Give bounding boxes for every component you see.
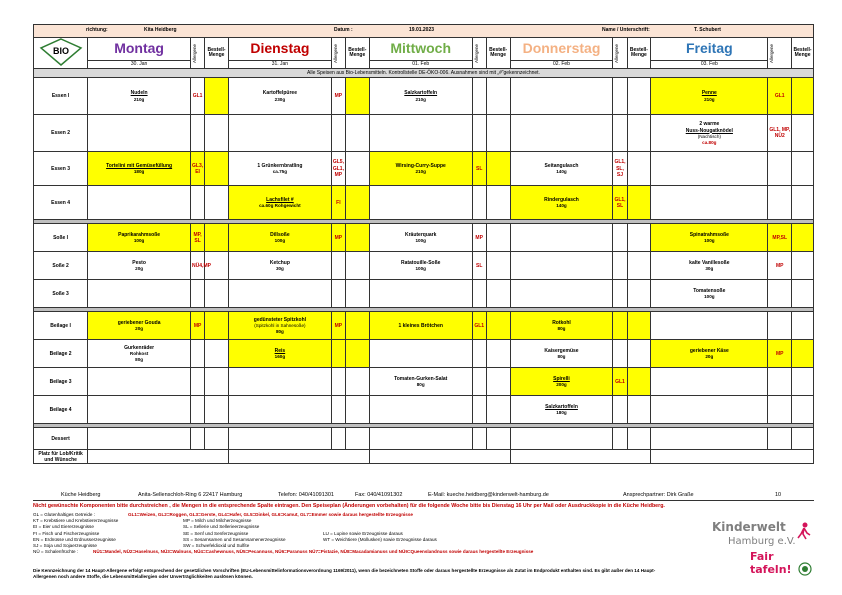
- legend-key: SW = Schwefeldioxid und Sulfite: [183, 542, 250, 548]
- order-qty-cell[interactable]: [792, 186, 814, 220]
- legend-detail: NÜ1=Mandel, NÜ2=Haselnuss, NÜ3=Walnuss, NÜ4=Cashewnuss, NÜ5=Pecannuss, NÜ6=Paranuss NÜ7=Pistazie, NÜ8=Macadamianuss und NÜ9=Queenslandnuss sowie daraus hergestellte Erzeugnisse: [93, 549, 534, 555]
- order-qty-cell[interactable]: [486, 115, 510, 152]
- order-qty-cell[interactable]: [627, 252, 651, 280]
- order-qty-cell[interactable]: [486, 340, 510, 368]
- legend-key: FI = Fisch und Fischerzeugnisse: [33, 530, 100, 536]
- dish-name: Pesto: [132, 259, 146, 266]
- day-date: 03. Feb: [651, 60, 768, 68]
- order-qty-cell[interactable]: [486, 78, 510, 115]
- order-qty-cell[interactable]: [205, 224, 229, 252]
- brand-name: Kinderwelt: [712, 520, 786, 534]
- allergen-code: SL: [475, 165, 483, 172]
- allergen-code: MP: [334, 322, 343, 329]
- legend-key: EN = Erdnüsse und Erdnusserzeugnisse: [33, 536, 116, 542]
- page-number: 10: [775, 492, 782, 498]
- order-instructions: Nicht gewünschte Komponenten bitte durchstreichen , die Mengen in die entsprechende Spalte eintragen. Den Speiseplan (Änderungen vorbehalten) für die folgende Woche bitte bis Dienstag 16 Uhr per Mail oder Ausdruckkopie in die Küche Heidberg.: [33, 503, 665, 509]
- dish-amount: 80g: [275, 328, 284, 334]
- dish-name: Seitangulasch: [544, 162, 579, 169]
- day-date: 01. Feb: [369, 60, 472, 68]
- allergen-code: MP: [775, 262, 784, 269]
- allergen-legend: [33, 512, 673, 555]
- dish-amount: ca.75g: [272, 169, 288, 174]
- day-name-mittwoch: Mittwoch: [390, 40, 452, 57]
- kitchen-address: Anita-Sellenschloh-Ring 6 22417 Hamburg: [138, 492, 243, 498]
- order-qty-cell[interactable]: [486, 224, 510, 252]
- legend-key: SS = Sesamsamen und Sesamsamenerzeugnisse: [183, 536, 286, 542]
- child-figure-icon: [796, 522, 812, 540]
- allergen-code: GL5, GL1, MP: [332, 159, 344, 178]
- row-sosse-2: [34, 252, 814, 280]
- kitchen-name: Küche Heidberg: [61, 492, 101, 498]
- allergen-code: GL3, EI: [192, 162, 204, 175]
- allergen-code: MP: [775, 350, 784, 357]
- day-header-row: [34, 38, 814, 61]
- dish-name: Ketchup: [269, 259, 290, 266]
- day-name-dienstag: Dienstag: [250, 40, 310, 57]
- dish-amount: 100g: [415, 238, 426, 243]
- kitchen-fax: Fax: 040/41091302: [355, 492, 403, 498]
- dish-name: Dillsoße: [270, 231, 290, 238]
- contact-footer: [33, 491, 814, 501]
- legend-detail: GL1=Weizen, GL2=Roggen, GL3=Gerste, GL4=Hafer, GL5=Dinkel, GL6=Kamut, GL7=Emmer sowie daraus hergestellte Erzeugnisse: [128, 512, 413, 517]
- order-qty-cell[interactable]: [627, 396, 651, 424]
- feedback-field[interactable]: [510, 450, 651, 464]
- order-qty-cell[interactable]: [345, 224, 369, 252]
- day-name-montag: Montag: [114, 40, 164, 57]
- order-qty-cell[interactable]: [205, 312, 229, 340]
- allergen-disclaimer: Die Kennzeichnung der 14 Haupt-Allergene erfolgt entsprechend der gesetzlichen Vorschriften (EU-Lebensmittelinformationsverordnung 1169/2011), wenn die bezeichneten Stoffe oder daraus hergestellte Erzeugnisse als Zutat im Endprodukt enthalten sind. Es gibt außer den 14 Haupt-Allergenen noch andere Stoffe, die Lebensmittelallergien oder Unverträglichkeiten auslösen können.: [33, 568, 656, 579]
- bio-logo-text: BIO: [52, 46, 69, 56]
- dish-amount: 80g: [557, 354, 566, 359]
- allergen-code: SL: [475, 262, 483, 269]
- legend-key: EI = Eier und Eiererzeugnisse: [33, 524, 94, 530]
- order-qty-cell[interactable]: [205, 280, 229, 308]
- dish-name: 1 Grünkernbratling: [257, 162, 303, 169]
- order-qty-cell[interactable]: [486, 368, 510, 396]
- legend-key: GL = Glutenhaltiges Getreide :: [33, 512, 96, 517]
- day-date: 31. Jan: [228, 60, 331, 68]
- order-qty-cell[interactable]: [345, 152, 369, 186]
- dish-amount: 30g: [705, 266, 714, 271]
- order-qty-cell[interactable]: [627, 340, 651, 368]
- legend-key: LU = Lupine sowie Erzeugnisse daraus: [323, 530, 403, 536]
- order-qty-cell[interactable]: [792, 312, 814, 340]
- row-label: Soße 3: [34, 280, 88, 308]
- feedback-field[interactable]: [651, 450, 814, 464]
- dish-name: Nuss-Nougatknödel: [685, 127, 733, 134]
- allergen-code: GL1, MP, NÜ2: [769, 127, 791, 140]
- order-qty-cell[interactable]: [345, 115, 369, 152]
- dish-amount: 100g: [704, 238, 715, 243]
- allergene-header: Allergene: [192, 43, 198, 63]
- dish-amount: 180g: [556, 410, 567, 415]
- allergen-code: GL1, SL: [614, 196, 626, 209]
- menu-order-form: [33, 24, 814, 464]
- dish-amount: 80g: [557, 326, 566, 331]
- kinderwelt-logo: [708, 518, 814, 578]
- row-beilage-4: [34, 396, 814, 424]
- dish-line: 2 warme: [699, 121, 720, 128]
- order-qty-cell[interactable]: [486, 280, 510, 308]
- menu-table: [33, 24, 814, 464]
- name-value[interactable]: T. Schubert: [694, 27, 721, 33]
- row-beilage-1: [34, 312, 814, 340]
- allergen-code: MP,SL: [772, 234, 788, 241]
- bestellmenge-header: Bestell-Menge: [489, 46, 508, 59]
- row-label: Soße 2: [34, 252, 88, 280]
- dish-name: Wirsing-Curry-Suppe: [395, 162, 446, 169]
- dish-amount: 30g: [275, 266, 284, 271]
- allergene-header: Allergene: [473, 43, 479, 63]
- row-label: Soße I: [34, 224, 88, 252]
- legend-key: SJ = Soja und Sojaerzeugnisse: [33, 542, 97, 548]
- dish-amount: 160g: [274, 354, 286, 359]
- brand-city: Hamburg e.V.: [728, 536, 796, 547]
- dish-amount: ca.60g Rohgewicht: [259, 203, 301, 208]
- dish-amount: 20g: [135, 326, 144, 331]
- order-qty-cell[interactable]: [792, 368, 814, 396]
- order-qty-cell[interactable]: [627, 78, 651, 115]
- allergen-code: GL1, SL, SJ: [614, 159, 626, 178]
- order-qty-cell[interactable]: [792, 280, 814, 308]
- allergene-header: Allergene: [332, 43, 338, 63]
- dish-name: Ratatouille-Soße: [400, 259, 441, 266]
- dish-note: (Nachtisch): [697, 133, 721, 139]
- allergen-code: MP: [334, 93, 343, 100]
- legend-row: [33, 549, 673, 555]
- name-label: Name / Unterschrift:: [602, 27, 650, 33]
- legend-key: SE = Senf und Senferzeugnisse: [183, 530, 249, 536]
- row-beilage-3: [34, 368, 814, 396]
- order-qty-cell[interactable]: [486, 186, 510, 220]
- dish-amount: 200g: [556, 382, 567, 387]
- date-label: Datum :: [334, 27, 353, 33]
- order-qty-cell[interactable]: [345, 428, 369, 450]
- header-band: [34, 25, 814, 38]
- legend-key: MP = Milch und Milcherzeugnisse: [183, 518, 252, 524]
- dish-name: Spirelli: [553, 375, 570, 382]
- dish-name: Kartoffelpüree: [262, 90, 297, 97]
- row-label: Beilage 2: [34, 340, 88, 368]
- order-qty-cell[interactable]: [205, 115, 229, 152]
- dish-amount: 210g: [415, 96, 426, 102]
- dish-name: Kräuterquark: [404, 231, 437, 238]
- order-qty-cell[interactable]: [205, 368, 229, 396]
- date-row: [34, 60, 814, 68]
- dish-name: Penne: [701, 90, 717, 97]
- row-label: Beilage 3: [34, 368, 88, 396]
- feedback-label: Platz für Lob/Kritik und Wünsche: [34, 450, 88, 464]
- order-qty-cell[interactable]: [792, 152, 814, 186]
- dish-name: Gurkenräder: [124, 344, 155, 351]
- feedback-field[interactable]: [228, 450, 369, 464]
- kitchen-email[interactable]: E-Mail: kueche.heidberg@kinderwelt-hamburg.de: [428, 492, 549, 498]
- row-label: Essen 4: [34, 186, 88, 220]
- dish-name: Rotkohl: [552, 319, 571, 326]
- allergen-code: GL1: [615, 378, 625, 385]
- feedback-field[interactable]: [88, 450, 229, 464]
- dish-name: Tortelini mit Gemüsefüllung: [106, 162, 173, 169]
- order-qty-cell[interactable]: [205, 152, 229, 186]
- dish-name: Salzkartoffeln: [404, 90, 438, 97]
- dish-name: Tomaten-Gurken-Salat: [394, 375, 448, 382]
- order-qty-cell[interactable]: [345, 340, 369, 368]
- row-label: Beilage I: [34, 312, 88, 340]
- day-name-freitag: Freitag: [685, 40, 733, 57]
- facility-value[interactable]: Kita Heidberg: [144, 27, 177, 33]
- order-qty-cell[interactable]: [345, 368, 369, 396]
- date-value[interactable]: 19.01.2023: [409, 27, 435, 33]
- order-qty-cell[interactable]: [205, 186, 229, 220]
- row-beilage-2: [34, 340, 814, 368]
- legend-key: WT = Weichtiere (Mollusken) sowie Erzeugnisse daraus: [323, 536, 437, 542]
- dish-name: Paprikarahmsoße: [118, 231, 161, 238]
- day-name-donnerstag: Donnerstag: [522, 40, 601, 57]
- allergen-code: GL1: [774, 93, 785, 100]
- bio-note: Alle Speisen aus Bio-Lebensmitteln. Kontrollstelle DE-ÖKO-006. Ausnahmen sind mit „#“gekennzeichnet.: [34, 69, 814, 78]
- order-qty-cell[interactable]: [345, 312, 369, 340]
- row-essen-4: [34, 186, 814, 220]
- allergene-header: Allergene: [614, 43, 620, 63]
- order-qty-cell[interactable]: [345, 252, 369, 280]
- order-qty-cell[interactable]: [486, 152, 510, 186]
- bio-logo: [34, 38, 88, 69]
- legend-key: SL = Sellerie und Sellerieerzeugnisse: [183, 524, 260, 530]
- row-sosse-1: [34, 224, 814, 252]
- order-qty-cell[interactable]: [205, 396, 229, 424]
- row-essen-1: [34, 78, 814, 115]
- order-qty-cell[interactable]: [345, 186, 369, 220]
- dish-amount: 210g: [133, 96, 145, 102]
- bestellmenge-header: Bestell-Menge: [207, 46, 226, 59]
- order-qty-cell[interactable]: [627, 428, 651, 450]
- dish-name: gedünsteter Spitzkohl: [253, 316, 307, 323]
- order-qty-cell[interactable]: [486, 396, 510, 424]
- order-qty-cell[interactable]: [627, 152, 651, 186]
- row-dessert: [34, 428, 814, 450]
- order-qty-cell[interactable]: [627, 115, 651, 152]
- order-qty-cell[interactable]: [792, 428, 814, 450]
- allergen-code: MP: [475, 234, 483, 241]
- allergen-code: FI: [336, 199, 341, 206]
- order-qty-cell[interactable]: [792, 224, 814, 252]
- order-qty-cell[interactable]: [486, 312, 510, 340]
- bestellmenge-header: Bestell-Menge: [348, 46, 367, 59]
- allergen-code: GL1: [474, 322, 485, 329]
- allergen-code: GL1: [192, 93, 203, 100]
- order-qty-cell[interactable]: [345, 78, 369, 115]
- feedback-field[interactable]: [369, 450, 510, 464]
- dish-amount: 230g: [274, 96, 286, 102]
- allergen-code: MP, SL: [193, 231, 202, 244]
- dish-amount: 100g: [274, 238, 286, 243]
- order-qty-cell[interactable]: [627, 280, 651, 308]
- facility-label: richtung:: [86, 27, 108, 33]
- dish-name: Salzkartoffeln: [545, 403, 578, 410]
- allergene-header: Allergene: [769, 43, 775, 63]
- kitchen-phone: Telefon: 040/41091301: [278, 492, 334, 498]
- dish-note: Rohkost: [129, 351, 149, 357]
- legend-key: KT = Krebstiere und Krebstiererzeugnisse: [33, 518, 119, 524]
- dish-amount: 80g: [416, 382, 425, 387]
- dish-amount: 210g: [415, 169, 426, 174]
- row-label: Dessert: [34, 428, 88, 450]
- dish-name: Kaisergemüse: [544, 347, 579, 354]
- allergen-code: NÜ4,MP: [192, 262, 211, 269]
- order-qty-cell[interactable]: [627, 224, 651, 252]
- dish-name: Spinatrahmsoße: [689, 231, 729, 238]
- dish-amount: 20g: [135, 266, 144, 271]
- dish-name: geriebener Käse: [689, 347, 729, 354]
- brand-slogan: Fair tafeln!: [750, 550, 792, 576]
- dish-name: Tomatensoße: [693, 287, 726, 294]
- order-qty-cell[interactable]: [792, 78, 814, 115]
- day-date: 30. Jan: [88, 60, 191, 68]
- order-qty-cell[interactable]: [627, 368, 651, 396]
- order-qty-cell[interactable]: [486, 428, 510, 450]
- order-qty-cell[interactable]: [792, 340, 814, 368]
- row-label: Essen I: [34, 78, 88, 115]
- allergen-code: MP: [193, 322, 202, 329]
- legend-key: NÜ = Schalenfrüchte :: [33, 549, 79, 555]
- dish-name: kalte Vanillesoße: [689, 259, 730, 266]
- dish-name: Nudeln: [130, 90, 148, 97]
- row-essen-2: [34, 115, 814, 152]
- order-qty-cell[interactable]: [792, 252, 814, 280]
- bestellmenge-header: Bestell-Menge: [793, 46, 812, 59]
- row-label: Essen 3: [34, 152, 88, 186]
- bio-note-row: [34, 69, 814, 78]
- order-qty-cell[interactable]: [792, 115, 814, 152]
- row-label: Beilage 4: [34, 396, 88, 424]
- order-qty-cell[interactable]: [205, 428, 229, 450]
- contact-person: Ansprechpartner: Dirk Graße: [623, 492, 694, 498]
- dish-amount: 80g: [135, 356, 144, 362]
- row-sosse-3: [34, 280, 814, 308]
- order-qty-cell[interactable]: [627, 312, 651, 340]
- dish-name: Lachsfilet #: [266, 196, 294, 203]
- order-qty-cell[interactable]: [792, 396, 814, 424]
- dish-amount: 100g: [133, 238, 145, 243]
- row-feedback: [34, 450, 814, 464]
- dish-note: (Spitzkohl in Sahnesoße): [254, 323, 306, 329]
- dish-name: 1 kleines Brötchen: [398, 322, 443, 329]
- order-qty-cell[interactable]: [627, 186, 651, 220]
- dish-amount: 20g: [705, 354, 714, 359]
- row-essen-3: [34, 152, 814, 186]
- dish-amount: ca.80g: [702, 139, 717, 145]
- order-qty-cell[interactable]: [345, 280, 369, 308]
- order-qty-cell[interactable]: [486, 252, 510, 280]
- order-qty-cell[interactable]: [205, 340, 229, 368]
- row-label: Essen 2: [34, 115, 88, 152]
- dish-amount: 100g: [704, 294, 715, 299]
- dish-name: Reis: [274, 347, 286, 354]
- dish-name: geriebener Gouda: [117, 319, 161, 326]
- day-date: 02. Feb: [510, 60, 613, 68]
- dish-amount: 210g: [704, 96, 715, 102]
- dish-name: Rindergulasch: [544, 196, 579, 203]
- dish-amount: 100g: [415, 266, 426, 271]
- dish-amount: 140g: [556, 203, 567, 208]
- bestellmenge-header: Bestell-Menge: [629, 46, 648, 59]
- bio-logo-icon: [39, 38, 83, 66]
- allergen-code: MP: [334, 234, 343, 241]
- dish-amount: 180g: [133, 169, 145, 174]
- order-qty-cell[interactable]: [205, 78, 229, 115]
- bio-seal-icon: [798, 562, 812, 576]
- order-qty-cell[interactable]: [345, 396, 369, 424]
- dish-amount: 140g: [556, 169, 567, 174]
